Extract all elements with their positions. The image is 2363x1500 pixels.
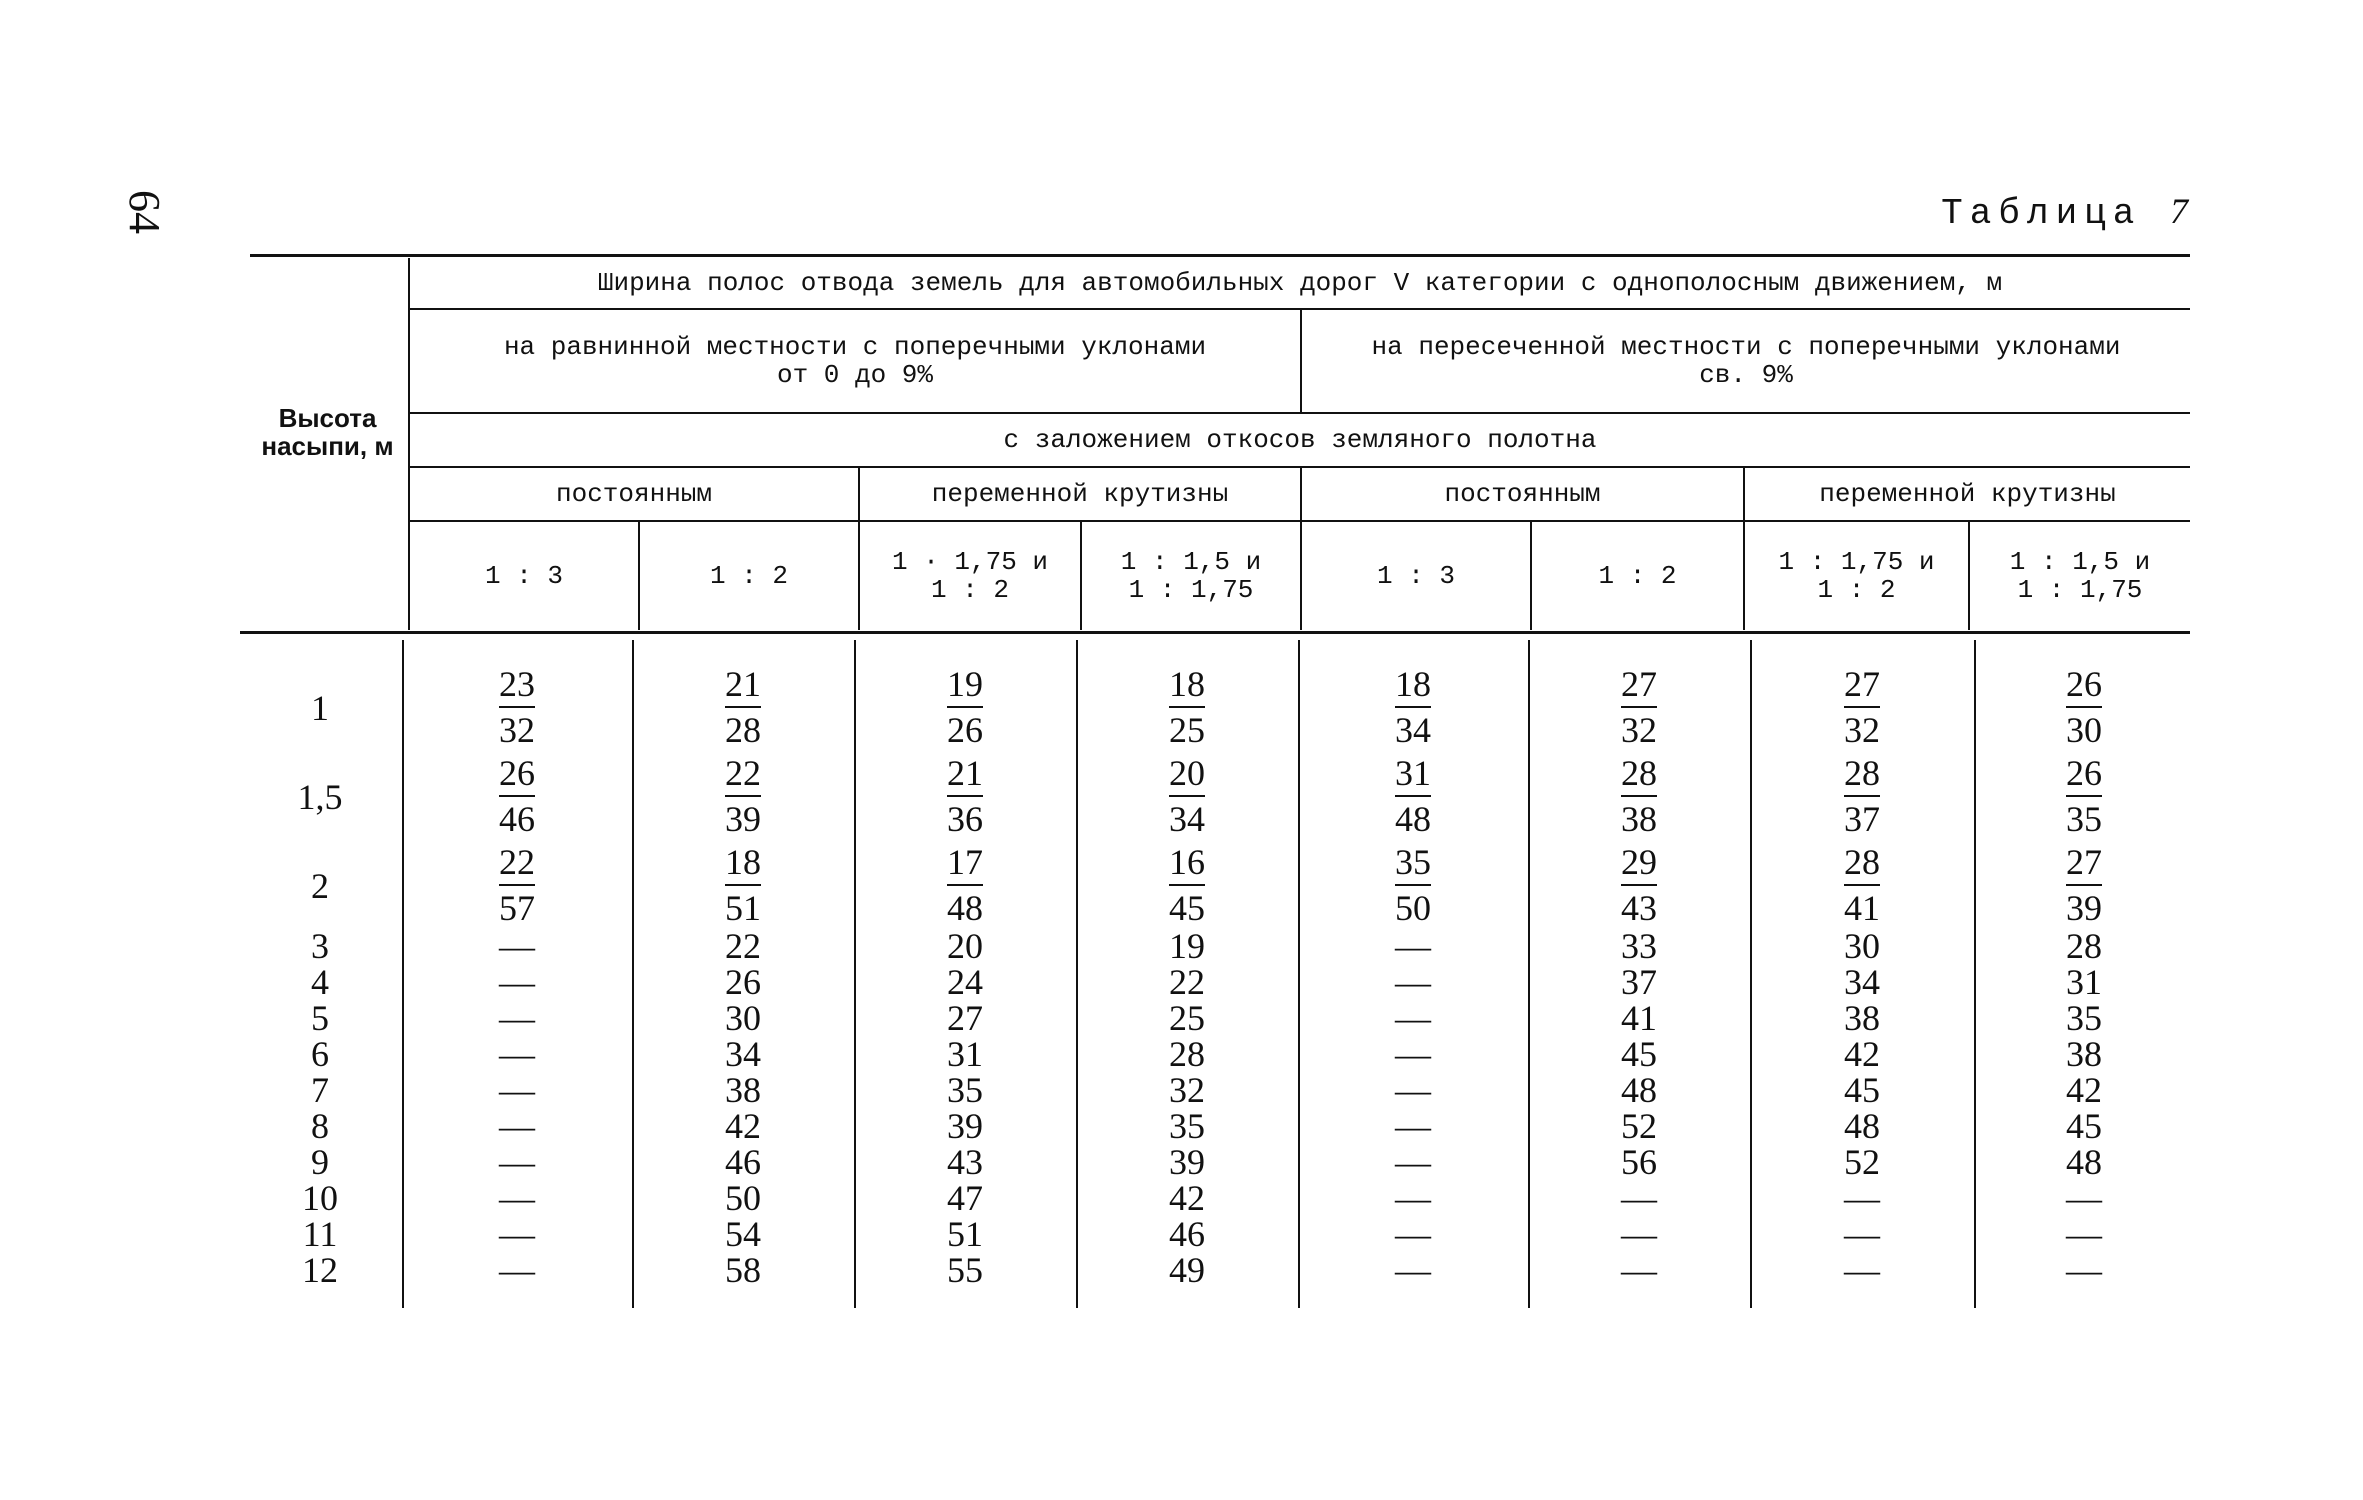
table-cell: [1974, 842, 2194, 928]
table-cell: 48: [2066, 1142, 2102, 1182]
fraction-bar: [1395, 795, 1431, 797]
fraction-bar: [1621, 884, 1657, 886]
fraction: [2066, 842, 2102, 928]
group-header: переменной крутизны: [1819, 479, 2116, 509]
table-cell: 39: [1169, 1142, 1205, 1182]
table-cell: 35: [947, 1070, 983, 1110]
fraction: [1169, 842, 1205, 928]
row-height-label: 11: [302, 1214, 338, 1254]
table-cell: 31: [2066, 962, 2102, 1002]
table-cell: [1303, 842, 1523, 928]
table-cell: —: [1395, 962, 1431, 1002]
table-cell: —: [1395, 1142, 1431, 1182]
fraction-bar: [1169, 884, 1205, 886]
row-height-label: 7: [311, 1070, 329, 1110]
table-cell: 19: [1169, 926, 1205, 966]
numerator: 28: [1844, 753, 1880, 793]
fraction: [947, 664, 983, 750]
fraction: [1621, 842, 1657, 928]
table-cell: 45: [1844, 1070, 1880, 1110]
denominator: 39: [2066, 888, 2102, 928]
table-cell: 48: [1844, 1106, 1880, 1146]
numerator: 19: [947, 664, 983, 704]
fraction: [725, 753, 761, 839]
table-cell: —: [499, 1106, 535, 1146]
table-cell: 46: [725, 1142, 761, 1182]
fraction-bar: [1844, 884, 1880, 886]
table-cell: 55: [947, 1250, 983, 1290]
numerator: 17: [947, 842, 983, 882]
fraction-bar: [1395, 706, 1431, 708]
table-cell: 25: [1169, 998, 1205, 1038]
numerator: 22: [725, 753, 761, 793]
table-cell: [1077, 753, 1297, 839]
table-cell: 30: [1844, 926, 1880, 966]
denominator: 28: [725, 710, 761, 750]
fraction: [1844, 842, 1880, 928]
fraction: [499, 842, 535, 928]
denominator: 50: [1395, 888, 1431, 928]
denominator: 35: [2066, 799, 2102, 839]
table-cell: 41: [1621, 998, 1657, 1038]
fraction: [1621, 664, 1657, 750]
table-cell: [633, 842, 853, 928]
denominator: 32: [1844, 710, 1880, 750]
numerator: 31: [1395, 753, 1431, 793]
table-cell: 38: [1844, 998, 1880, 1038]
fraction-bar: [499, 795, 535, 797]
fraction: [499, 753, 535, 839]
column-header: 1 : 2: [1598, 561, 1677, 591]
fraction: [499, 664, 535, 750]
row-height-label: 6: [311, 1034, 329, 1074]
fraction: [725, 664, 761, 750]
table-cell: —: [1395, 1070, 1431, 1110]
denominator: 57: [499, 888, 535, 928]
table-cell: 45: [1621, 1034, 1657, 1074]
row-height-label: 5: [311, 998, 329, 1038]
table-body: [250, 640, 2190, 1310]
table-cell: —: [1621, 1178, 1657, 1218]
table-cell: [1529, 753, 1749, 839]
denominator: 48: [1395, 799, 1431, 839]
table-cell: 32: [1169, 1070, 1205, 1110]
column-header: 1 : 2: [709, 561, 788, 591]
denominator: 39: [725, 799, 761, 839]
table-cell: 42: [2066, 1070, 2102, 1110]
numerator: 21: [725, 664, 761, 704]
table-cell: 58: [725, 1250, 761, 1290]
table-cell: 28: [1169, 1034, 1205, 1074]
table-cell: —: [499, 1142, 535, 1182]
column-header: 1 : 1,5 и 1 : 1,75: [2009, 547, 2151, 605]
table-cell: —: [1621, 1250, 1657, 1290]
numerator: 18: [1395, 664, 1431, 704]
table-cell: 54: [725, 1214, 761, 1254]
fraction-bar: [1395, 884, 1431, 886]
row-height-label: 3: [311, 926, 329, 966]
table-cell: —: [1844, 1250, 1880, 1290]
table-header: [250, 254, 2190, 634]
group-header: постоянным: [555, 479, 713, 509]
table-cell: [1077, 664, 1297, 750]
denominator: 48: [947, 888, 983, 928]
row-height-label: 9: [311, 1142, 329, 1182]
terrain-flat-line1: на равнинной местности с поперечными уклонами: [503, 332, 1207, 362]
column-header: 1 : 3: [484, 561, 563, 591]
fraction: [1395, 753, 1431, 839]
table-cell: —: [1395, 998, 1431, 1038]
main-title: Ширина полос отвода земель для автомобильных дорог V категории с однополосным движением, м: [597, 268, 2003, 298]
column-header: 1 : 1,75 и 1 : 2: [1778, 547, 1935, 605]
table-caption: [1941, 190, 2188, 234]
table-cell: [1529, 842, 1749, 928]
fraction: [1844, 664, 1880, 750]
table-cell: —: [1395, 1178, 1431, 1218]
numerator: 22: [499, 842, 535, 882]
row-height-label: 8: [311, 1106, 329, 1146]
fraction: [1169, 753, 1205, 839]
numerator: 16: [1169, 842, 1205, 882]
table-cell: 42: [725, 1106, 761, 1146]
table-cell: 45: [2066, 1106, 2102, 1146]
row-height-label: 4: [311, 962, 329, 1002]
numerator: 35: [1395, 842, 1431, 882]
denominator: 38: [1621, 799, 1657, 839]
table-cell: 22: [1169, 962, 1205, 1002]
column-header: 1 : 3: [1376, 561, 1455, 591]
numerator: 26: [499, 753, 535, 793]
table-cell: —: [1621, 1214, 1657, 1254]
denominator: 34: [1169, 799, 1205, 839]
fraction-bar: [1621, 795, 1657, 797]
table-cell: 51: [947, 1214, 983, 1254]
table-cell: [1974, 664, 2194, 750]
table-cell: 35: [1169, 1106, 1205, 1146]
table-caption-label: Таблица: [1941, 193, 2142, 234]
table-cell: 37: [1621, 962, 1657, 1002]
denominator: 34: [1395, 710, 1431, 750]
slopes-title: с заложением откосов земляного полотна: [1003, 425, 1597, 455]
table-cell: 46: [1169, 1214, 1205, 1254]
fraction: [1621, 753, 1657, 839]
row-height-label: 1,5: [297, 777, 343, 817]
fraction: [1395, 664, 1431, 750]
table-cell: [855, 753, 1075, 839]
denominator: 32: [1621, 710, 1657, 750]
table-cell: [407, 664, 627, 750]
table-cell: 33: [1621, 926, 1657, 966]
numerator: 27: [1621, 664, 1657, 704]
table-cell: 30: [725, 998, 761, 1038]
numerator: 18: [725, 842, 761, 882]
denominator: 51: [725, 888, 761, 928]
table-caption-number: 7: [2170, 191, 2188, 231]
table-cell: 20: [947, 926, 983, 966]
numerator: 28: [1621, 753, 1657, 793]
numerator: 26: [2066, 664, 2102, 704]
fraction: [947, 753, 983, 839]
table-cell: [633, 753, 853, 839]
fraction-bar: [1844, 706, 1880, 708]
table-cell: —: [499, 1070, 535, 1110]
table-cell: 28: [2066, 926, 2102, 966]
table-cell: [1752, 664, 1972, 750]
table-cell: —: [1395, 1250, 1431, 1290]
fraction-bar: [947, 795, 983, 797]
terrain-rough-header: [1302, 310, 2190, 412]
table-cell: —: [1844, 1214, 1880, 1254]
fraction-bar: [2066, 884, 2102, 886]
group-header: постоянным: [1444, 479, 1601, 509]
table-cell: 56: [1621, 1142, 1657, 1182]
denominator: 26: [947, 710, 983, 750]
table-cell: [633, 664, 853, 750]
fraction: [1395, 842, 1431, 928]
row-height-label: 1: [311, 688, 329, 728]
table-cell: [1303, 753, 1523, 839]
table-cell: 50: [725, 1178, 761, 1218]
numerator: 27: [1844, 664, 1880, 704]
fraction-bar: [499, 706, 535, 708]
column-header: 1 : 1,5 и 1 : 1,75: [1120, 547, 1262, 605]
fraction: [2066, 753, 2102, 839]
numerator: 29: [1621, 842, 1657, 882]
fraction-bar: [2066, 706, 2102, 708]
table-cell: —: [499, 998, 535, 1038]
header-bottom-rule: [240, 631, 2190, 634]
table-cell: 38: [2066, 1034, 2102, 1074]
fraction-bar: [499, 884, 535, 886]
table-cell: —: [499, 1178, 535, 1218]
fraction: [1844, 753, 1880, 839]
numerator: 18: [1169, 664, 1205, 704]
table-cell: —: [1395, 1034, 1431, 1074]
row-height-label: 10: [302, 1178, 338, 1218]
fraction-bar: [1169, 795, 1205, 797]
table-cell: 39: [947, 1106, 983, 1146]
table-cell: [407, 842, 627, 928]
table-cell: —: [499, 1250, 535, 1290]
column-header: 1 · 1,75 и 1 : 2: [891, 547, 1049, 605]
table-cell: 34: [725, 1034, 761, 1074]
table-cell: —: [1395, 1214, 1431, 1254]
table-cell: 34: [1844, 962, 1880, 1002]
terrain-flat-line2: от 0 до 9%: [776, 360, 934, 390]
table-cell: —: [499, 962, 535, 1002]
table-cell: [1752, 753, 1972, 839]
table-cell: 24: [947, 962, 983, 1002]
terrain-rough-line1: на пересеченной местности с поперечными уклонами: [1371, 332, 2121, 362]
table-cell: —: [2066, 1214, 2102, 1254]
table-cell: 52: [1621, 1106, 1657, 1146]
fraction: [947, 842, 983, 928]
numerator: 23: [499, 664, 535, 704]
table-cell: —: [499, 1034, 535, 1074]
table-cell: —: [499, 1214, 535, 1254]
table-cell: —: [2066, 1250, 2102, 1290]
rule: [1298, 640, 1300, 1308]
fraction: [1169, 664, 1205, 750]
table-cell: —: [2066, 1178, 2102, 1218]
numerator: 21: [947, 753, 983, 793]
denominator: 32: [499, 710, 535, 750]
table-cell: 42: [1844, 1034, 1880, 1074]
table-cell: 27: [947, 998, 983, 1038]
table-cell: [1077, 842, 1297, 928]
fraction-bar: [725, 795, 761, 797]
table-cell: —: [1395, 926, 1431, 966]
terrain-flat-header: [410, 310, 1300, 412]
denominator: 43: [1621, 888, 1657, 928]
denominator: 36: [947, 799, 983, 839]
group-header: переменной крутизны: [931, 479, 1229, 509]
table-cell: 35: [2066, 998, 2102, 1038]
table-cell: [1303, 664, 1523, 750]
table-cell: 38: [725, 1070, 761, 1110]
table-cell: [1529, 664, 1749, 750]
numerator: 26: [2066, 753, 2102, 793]
fraction-bar: [1169, 706, 1205, 708]
table-cell: 22: [725, 926, 761, 966]
fraction-bar: [1621, 706, 1657, 708]
numerator: 28: [1844, 842, 1880, 882]
fraction-bar: [947, 706, 983, 708]
table-cell: 31: [947, 1034, 983, 1074]
table-cell: [855, 664, 1075, 750]
denominator: 37: [1844, 799, 1880, 839]
fraction-bar: [947, 884, 983, 886]
table-cell: [1752, 842, 1972, 928]
table-cell: [407, 753, 627, 839]
table-cell: 42: [1169, 1178, 1205, 1218]
table-cell: [1974, 753, 2194, 839]
numerator: 20: [1169, 753, 1205, 793]
table-cell: —: [499, 926, 535, 966]
row-height-label: 12: [302, 1250, 338, 1290]
table-cell: 43: [947, 1142, 983, 1182]
table-cell: —: [1844, 1178, 1880, 1218]
denominator: 30: [2066, 710, 2102, 750]
stub-header: Высота насыпи, м: [261, 403, 394, 461]
table-cell: 48: [1621, 1070, 1657, 1110]
table-cell: 47: [947, 1178, 983, 1218]
fraction-bar: [725, 884, 761, 886]
terrain-rough-line2: св. 9%: [1699, 360, 1793, 390]
fraction-bar: [1844, 795, 1880, 797]
denominator: 45: [1169, 888, 1205, 928]
table-cell: 49: [1169, 1250, 1205, 1290]
top-rule: [250, 254, 2190, 257]
table-cell: [855, 842, 1075, 928]
fraction: [725, 842, 761, 928]
page-number: 64: [120, 190, 169, 234]
fraction: [2066, 664, 2102, 750]
table-cell: 52: [1844, 1142, 1880, 1182]
denominator: 41: [1844, 888, 1880, 928]
denominator: 46: [499, 799, 535, 839]
row-height-label: 2: [311, 866, 329, 906]
table-cell: —: [1395, 1106, 1431, 1146]
numerator: 27: [2066, 842, 2102, 882]
fraction-bar: [725, 706, 761, 708]
denominator: 25: [1169, 710, 1205, 750]
fraction-bar: [2066, 795, 2102, 797]
table-cell: 26: [725, 962, 761, 1002]
rule: [402, 640, 404, 1308]
